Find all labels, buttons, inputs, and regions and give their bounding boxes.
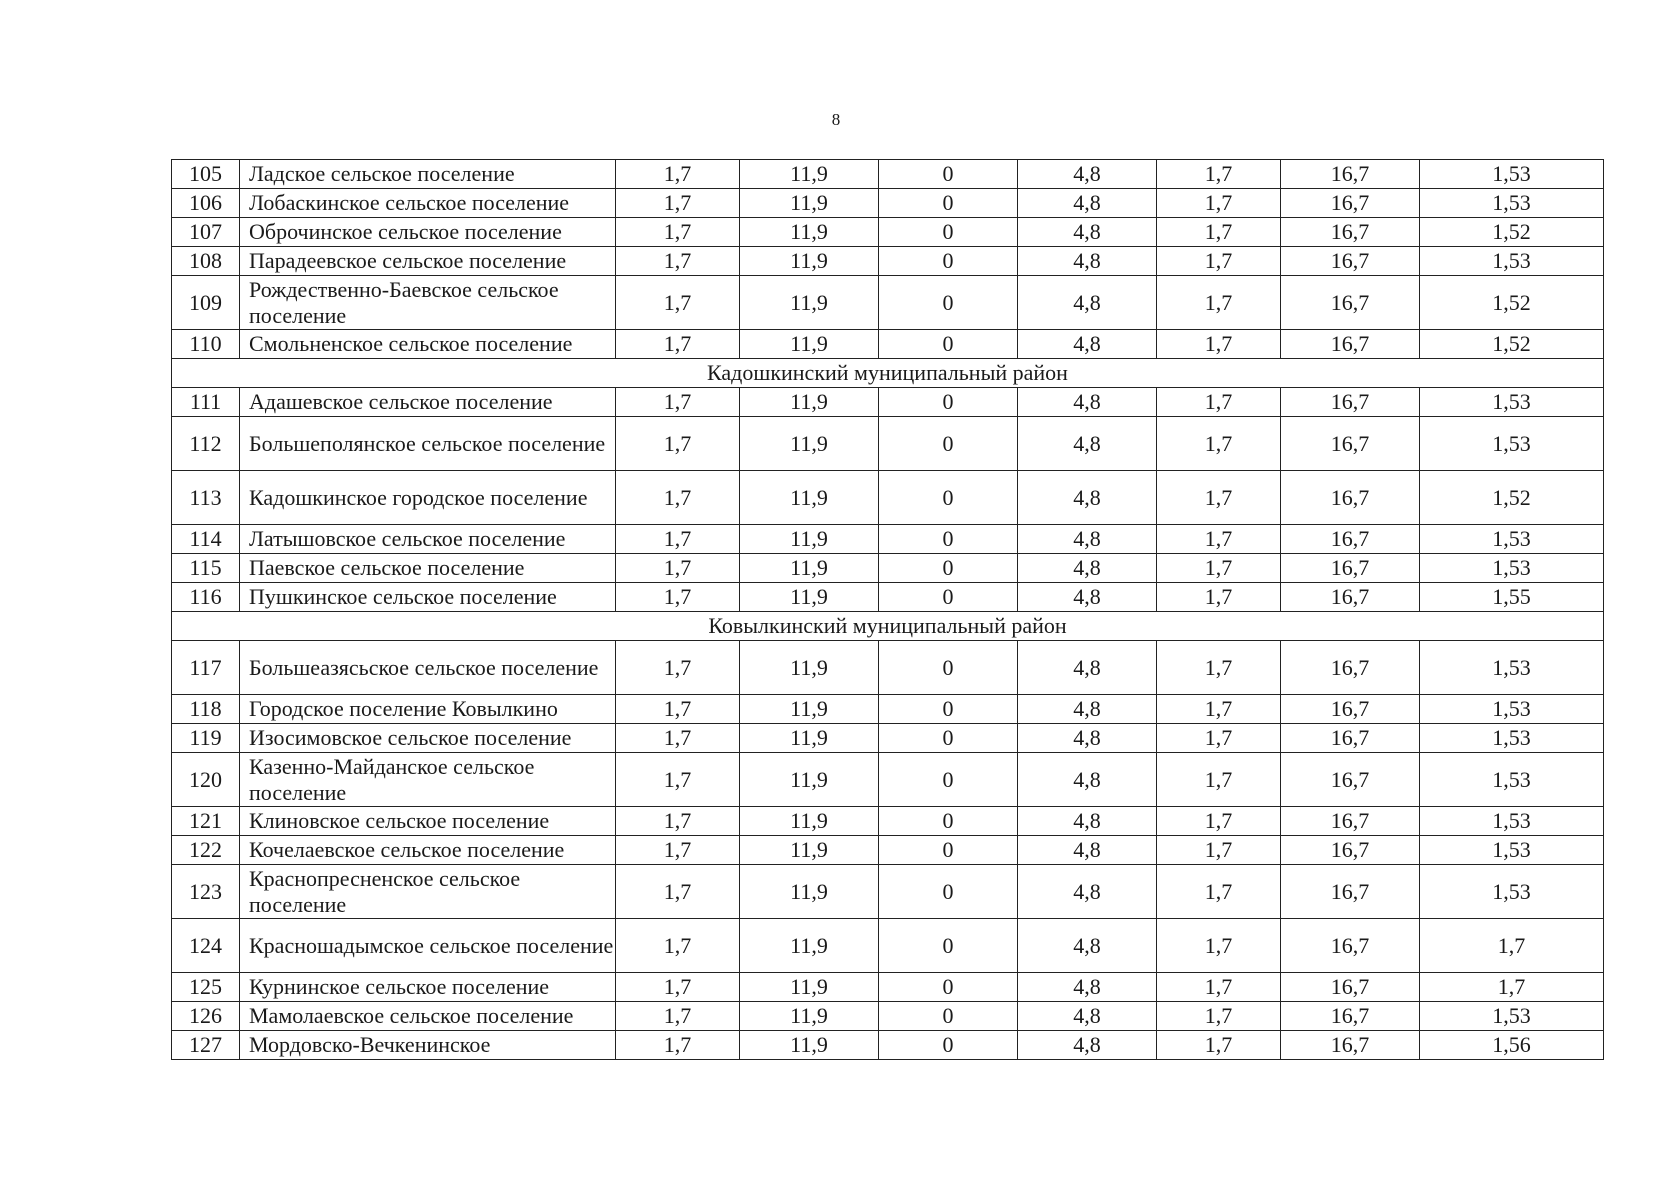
value-cell-5: 1,7: [1157, 1002, 1281, 1031]
value-cell-3: 0: [879, 807, 1018, 836]
settlement-name: Большеполянское сельское поселение: [240, 417, 616, 471]
row-number: 110: [172, 330, 240, 359]
value-cell-4: 4,8: [1018, 583, 1157, 612]
value-cell-1: 1,7: [616, 641, 740, 695]
value-cell-3: 0: [879, 919, 1018, 973]
value-cell-3: 0: [879, 1002, 1018, 1031]
value-cell-4: 4,8: [1018, 471, 1157, 525]
value-cell-1: 1,7: [616, 160, 740, 189]
value-cell-7: 1,52: [1420, 471, 1604, 525]
value-cell-6: 16,7: [1281, 695, 1420, 724]
row-number: 125: [172, 973, 240, 1002]
table-row: [172, 218, 1604, 247]
row-number: 115: [172, 554, 240, 583]
value-cell-7: 1,53: [1420, 417, 1604, 471]
value-cell-6: 16,7: [1281, 330, 1420, 359]
settlements-table: [171, 159, 1604, 1060]
value-cell-4: 4,8: [1018, 753, 1157, 807]
value-cell-1: 1,7: [616, 973, 740, 1002]
value-cell-5: 1,7: [1157, 807, 1281, 836]
value-cell-6: 16,7: [1281, 583, 1420, 612]
value-cell-2: 11,9: [740, 807, 879, 836]
value-cell-4: 4,8: [1018, 247, 1157, 276]
value-cell-1: 1,7: [616, 471, 740, 525]
value-cell-5: 1,7: [1157, 724, 1281, 753]
value-cell-5: 1,7: [1157, 247, 1281, 276]
settlement-name: Смольненское сельское поселение: [240, 330, 616, 359]
value-cell-5: 1,7: [1157, 388, 1281, 417]
value-cell-2: 11,9: [740, 388, 879, 417]
value-cell-3: 0: [879, 753, 1018, 807]
table-row: [172, 276, 1604, 330]
value-cell-3: 0: [879, 836, 1018, 865]
settlement-name: Латышовское сельское поселение: [240, 525, 616, 554]
value-cell-2: 11,9: [740, 471, 879, 525]
table-row: [172, 865, 1604, 919]
table-row: [172, 554, 1604, 583]
page-number: 8: [831, 110, 841, 129]
value-cell-7: 1,7: [1420, 919, 1604, 973]
value-cell-7: 1,52: [1420, 276, 1604, 330]
value-cell-6: 16,7: [1281, 724, 1420, 753]
value-cell-5: 1,7: [1157, 417, 1281, 471]
value-cell-1: 1,7: [616, 276, 740, 330]
value-cell-1: 1,7: [616, 554, 740, 583]
value-cell-3: 0: [879, 1031, 1018, 1060]
value-cell-3: 0: [879, 973, 1018, 1002]
value-cell-4: 4,8: [1018, 1002, 1157, 1031]
value-cell-1: 1,7: [616, 919, 740, 973]
district-header-row: [172, 359, 1604, 388]
settlement-name: Пушкинское сельское поселение: [240, 583, 616, 612]
value-cell-1: 1,7: [616, 583, 740, 612]
value-cell-3: 0: [879, 554, 1018, 583]
value-cell-7: 1,53: [1420, 160, 1604, 189]
value-cell-1: 1,7: [616, 247, 740, 276]
value-cell-5: 1,7: [1157, 836, 1281, 865]
value-cell-1: 1,7: [616, 753, 740, 807]
value-cell-1: 1,7: [616, 836, 740, 865]
settlement-name: Паевское сельское поселение: [240, 554, 616, 583]
value-cell-3: 0: [879, 724, 1018, 753]
value-cell-5: 1,7: [1157, 973, 1281, 1002]
row-number: 114: [172, 525, 240, 554]
value-cell-2: 11,9: [740, 1031, 879, 1060]
value-cell-6: 16,7: [1281, 973, 1420, 1002]
value-cell-5: 1,7: [1157, 919, 1281, 973]
value-cell-6: 16,7: [1281, 807, 1420, 836]
value-cell-1: 1,7: [616, 189, 740, 218]
value-cell-6: 16,7: [1281, 554, 1420, 583]
row-number: 112: [172, 417, 240, 471]
value-cell-6: 16,7: [1281, 1002, 1420, 1031]
settlement-name: Кочелаевское сельское поселение: [240, 836, 616, 865]
table-row: [172, 247, 1604, 276]
value-cell-1: 1,7: [616, 1031, 740, 1060]
value-cell-7: 1,52: [1420, 218, 1604, 247]
value-cell-2: 11,9: [740, 554, 879, 583]
value-cell-5: 1,7: [1157, 525, 1281, 554]
row-number: 122: [172, 836, 240, 865]
settlement-name: Казенно-Майданское сельское поселение: [240, 753, 616, 807]
row-number: 121: [172, 807, 240, 836]
value-cell-4: 4,8: [1018, 919, 1157, 973]
settlement-name: Большеазясьское сельское поселение: [240, 641, 616, 695]
row-number: 124: [172, 919, 240, 973]
table-row: [172, 160, 1604, 189]
table-body: [172, 160, 1604, 1060]
table-row: [172, 583, 1604, 612]
value-cell-1: 1,7: [616, 388, 740, 417]
value-cell-2: 11,9: [740, 525, 879, 554]
value-cell-7: 1,53: [1420, 865, 1604, 919]
value-cell-4: 4,8: [1018, 807, 1157, 836]
table-row: [172, 388, 1604, 417]
value-cell-7: 1,53: [1420, 247, 1604, 276]
settlement-name: Изосимовское сельское поселение: [240, 724, 616, 753]
value-cell-7: 1,52: [1420, 330, 1604, 359]
value-cell-2: 11,9: [740, 836, 879, 865]
value-cell-5: 1,7: [1157, 276, 1281, 330]
table-row: [172, 1002, 1604, 1031]
value-cell-4: 4,8: [1018, 973, 1157, 1002]
value-cell-2: 11,9: [740, 330, 879, 359]
value-cell-3: 0: [879, 247, 1018, 276]
value-cell-6: 16,7: [1281, 417, 1420, 471]
value-cell-1: 1,7: [616, 865, 740, 919]
value-cell-7: 1,53: [1420, 641, 1604, 695]
value-cell-5: 1,7: [1157, 330, 1281, 359]
value-cell-7: 1,53: [1420, 753, 1604, 807]
value-cell-3: 0: [879, 218, 1018, 247]
value-cell-6: 16,7: [1281, 525, 1420, 554]
value-cell-4: 4,8: [1018, 641, 1157, 695]
value-cell-5: 1,7: [1157, 641, 1281, 695]
value-cell-3: 0: [879, 583, 1018, 612]
value-cell-3: 0: [879, 160, 1018, 189]
value-cell-3: 0: [879, 471, 1018, 525]
value-cell-6: 16,7: [1281, 218, 1420, 247]
value-cell-3: 0: [879, 388, 1018, 417]
value-cell-7: 1,53: [1420, 388, 1604, 417]
row-number: 105: [172, 160, 240, 189]
table-row: [172, 471, 1604, 525]
value-cell-1: 1,7: [616, 218, 740, 247]
value-cell-5: 1,7: [1157, 189, 1281, 218]
row-number: 118: [172, 695, 240, 724]
value-cell-6: 16,7: [1281, 388, 1420, 417]
row-number: 120: [172, 753, 240, 807]
row-number: 113: [172, 471, 240, 525]
value-cell-7: 1,53: [1420, 807, 1604, 836]
value-cell-6: 16,7: [1281, 189, 1420, 218]
value-cell-4: 4,8: [1018, 417, 1157, 471]
value-cell-2: 11,9: [740, 695, 879, 724]
row-number: 111: [172, 388, 240, 417]
value-cell-7: 1,53: [1420, 695, 1604, 724]
value-cell-2: 11,9: [740, 724, 879, 753]
value-cell-7: 1,53: [1420, 836, 1604, 865]
value-cell-4: 4,8: [1018, 160, 1157, 189]
row-number: 108: [172, 247, 240, 276]
value-cell-3: 0: [879, 525, 1018, 554]
value-cell-2: 11,9: [740, 583, 879, 612]
table-row: [172, 695, 1604, 724]
value-cell-2: 11,9: [740, 1002, 879, 1031]
value-cell-7: 1,56: [1420, 1031, 1604, 1060]
settlement-name: Лобаскинское сельское поселение: [240, 189, 616, 218]
value-cell-6: 16,7: [1281, 919, 1420, 973]
settlement-name: Ладское сельское поселение: [240, 160, 616, 189]
value-cell-6: 16,7: [1281, 865, 1420, 919]
value-cell-1: 1,7: [616, 807, 740, 836]
row-number: 126: [172, 1002, 240, 1031]
value-cell-7: 1,53: [1420, 554, 1604, 583]
value-cell-2: 11,9: [740, 417, 879, 471]
value-cell-4: 4,8: [1018, 525, 1157, 554]
value-cell-2: 11,9: [740, 919, 879, 973]
table-row: [172, 641, 1604, 695]
value-cell-4: 4,8: [1018, 836, 1157, 865]
table-row: [172, 417, 1604, 471]
value-cell-2: 11,9: [740, 753, 879, 807]
value-cell-6: 16,7: [1281, 276, 1420, 330]
value-cell-3: 0: [879, 330, 1018, 359]
row-number: 119: [172, 724, 240, 753]
table-row: [172, 724, 1604, 753]
value-cell-4: 4,8: [1018, 554, 1157, 583]
value-cell-7: 1,53: [1420, 724, 1604, 753]
value-cell-4: 4,8: [1018, 189, 1157, 218]
settlement-name: Краснопресненское сельское поселение: [240, 865, 616, 919]
value-cell-3: 0: [879, 189, 1018, 218]
settlement-name: Парадеевское сельское поселение: [240, 247, 616, 276]
value-cell-4: 4,8: [1018, 695, 1157, 724]
district-title: Ковылкинский муниципальный район: [172, 612, 1604, 641]
value-cell-3: 0: [879, 695, 1018, 724]
settlement-name: Мордовско-Вечкенинское: [240, 1031, 616, 1060]
value-cell-6: 16,7: [1281, 836, 1420, 865]
value-cell-1: 1,7: [616, 417, 740, 471]
value-cell-6: 16,7: [1281, 160, 1420, 189]
value-cell-7: 1,53: [1420, 525, 1604, 554]
row-number: 106: [172, 189, 240, 218]
value-cell-1: 1,7: [616, 1002, 740, 1031]
value-cell-2: 11,9: [740, 247, 879, 276]
value-cell-4: 4,8: [1018, 1031, 1157, 1060]
value-cell-3: 0: [879, 641, 1018, 695]
value-cell-4: 4,8: [1018, 218, 1157, 247]
value-cell-3: 0: [879, 865, 1018, 919]
settlement-name: Городское поселение Ковылкино: [240, 695, 616, 724]
district-header-row: [172, 612, 1604, 641]
value-cell-2: 11,9: [740, 973, 879, 1002]
value-cell-6: 16,7: [1281, 753, 1420, 807]
value-cell-4: 4,8: [1018, 276, 1157, 330]
settlement-name: Кадошкинское городское поселение: [240, 471, 616, 525]
table-row: [172, 189, 1604, 218]
value-cell-2: 11,9: [740, 160, 879, 189]
row-number: 127: [172, 1031, 240, 1060]
district-title: Кадошкинский муниципальный район: [172, 359, 1604, 388]
row-number: 107: [172, 218, 240, 247]
value-cell-3: 0: [879, 417, 1018, 471]
value-cell-4: 4,8: [1018, 724, 1157, 753]
value-cell-7: 1,53: [1420, 1002, 1604, 1031]
value-cell-6: 16,7: [1281, 247, 1420, 276]
settlement-name: Мамолаевское сельское поселение: [240, 1002, 616, 1031]
table-row: [172, 807, 1604, 836]
value-cell-5: 1,7: [1157, 695, 1281, 724]
value-cell-7: 1,7: [1420, 973, 1604, 1002]
settlement-name: Оброчинское сельское поселение: [240, 218, 616, 247]
table-row: [172, 753, 1604, 807]
value-cell-1: 1,7: [616, 724, 740, 753]
value-cell-5: 1,7: [1157, 753, 1281, 807]
value-cell-2: 11,9: [740, 218, 879, 247]
settlement-name: Адашевское сельское поселение: [240, 388, 616, 417]
table-row: [172, 919, 1604, 973]
table-row: [172, 525, 1604, 554]
value-cell-6: 16,7: [1281, 1031, 1420, 1060]
table-row: [172, 836, 1604, 865]
value-cell-4: 4,8: [1018, 330, 1157, 359]
value-cell-6: 16,7: [1281, 641, 1420, 695]
value-cell-7: 1,55: [1420, 583, 1604, 612]
value-cell-6: 16,7: [1281, 471, 1420, 525]
value-cell-5: 1,7: [1157, 554, 1281, 583]
value-cell-7: 1,53: [1420, 189, 1604, 218]
value-cell-3: 0: [879, 276, 1018, 330]
settlement-name: Рождественно-Баевское сельское поселение: [240, 276, 616, 330]
settlement-name: Клиновское сельское поселение: [240, 807, 616, 836]
value-cell-5: 1,7: [1157, 583, 1281, 612]
value-cell-4: 4,8: [1018, 388, 1157, 417]
table-row: [172, 973, 1604, 1002]
row-number: 123: [172, 865, 240, 919]
settlement-name: Красношадымское сельское поселение: [240, 919, 616, 973]
row-number: 109: [172, 276, 240, 330]
value-cell-1: 1,7: [616, 330, 740, 359]
row-number: 116: [172, 583, 240, 612]
value-cell-2: 11,9: [740, 276, 879, 330]
value-cell-5: 1,7: [1157, 160, 1281, 189]
value-cell-1: 1,7: [616, 695, 740, 724]
value-cell-5: 1,7: [1157, 471, 1281, 525]
value-cell-5: 1,7: [1157, 865, 1281, 919]
settlement-name: Курнинское сельское поселение: [240, 973, 616, 1002]
value-cell-5: 1,7: [1157, 1031, 1281, 1060]
value-cell-2: 11,9: [740, 865, 879, 919]
value-cell-2: 11,9: [740, 189, 879, 218]
value-cell-4: 4,8: [1018, 865, 1157, 919]
table-row: [172, 330, 1604, 359]
table-row: [172, 1031, 1604, 1060]
row-number: 117: [172, 641, 240, 695]
value-cell-1: 1,7: [616, 525, 740, 554]
value-cell-5: 1,7: [1157, 218, 1281, 247]
value-cell-2: 11,9: [740, 641, 879, 695]
